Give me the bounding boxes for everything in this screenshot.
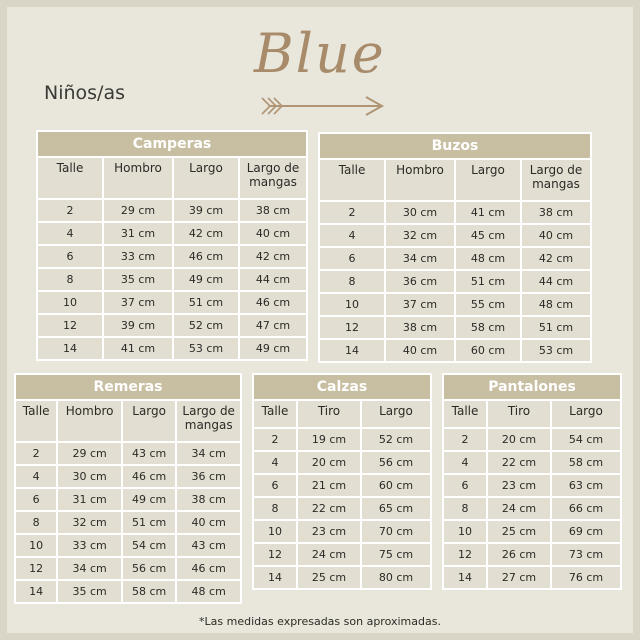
- column-header: Largo: [123, 401, 175, 441]
- table-cell: 2: [444, 429, 486, 450]
- table-cell: 6: [16, 489, 56, 510]
- table-row: [444, 498, 620, 519]
- table-cell: 60 cm: [362, 475, 430, 496]
- table-cell: 46 cm: [177, 558, 240, 579]
- table-cell: 21 cm: [298, 475, 360, 496]
- table-cell: 65 cm: [362, 498, 430, 519]
- table-cell: 46 cm: [174, 246, 238, 267]
- table-row: [254, 521, 430, 542]
- table-cell: 42 cm: [240, 246, 306, 267]
- table-cell: 20 cm: [488, 429, 550, 450]
- table-cell: 36 cm: [386, 271, 454, 292]
- table-row: [38, 338, 306, 359]
- table-cell: 38 cm: [240, 200, 306, 221]
- table-cell: 25 cm: [488, 521, 550, 542]
- column-header: Hombro: [58, 401, 121, 441]
- table-cell: 8: [16, 512, 56, 533]
- table-cell: 53 cm: [522, 340, 590, 361]
- table-row: [320, 271, 590, 292]
- table-cell: 38 cm: [177, 489, 240, 510]
- table-cell: 14: [16, 581, 56, 602]
- table-row: [254, 498, 430, 519]
- column-header: Largo: [362, 401, 430, 427]
- arrow-icon: [258, 94, 388, 118]
- table-cell: 8: [320, 271, 384, 292]
- table-row: [254, 567, 430, 588]
- table-cell: 2: [16, 443, 56, 464]
- table-row: [38, 269, 306, 290]
- table-cell: 12: [38, 315, 102, 336]
- table-cell: 6: [254, 475, 296, 496]
- table-cell: 51 cm: [456, 271, 520, 292]
- table-cell: 80 cm: [362, 567, 430, 588]
- table-cell: 69 cm: [552, 521, 620, 542]
- table-cell: 19 cm: [298, 429, 360, 450]
- table-cell: 8: [254, 498, 296, 519]
- table-cell: 40 cm: [240, 223, 306, 244]
- table-cell: 53 cm: [174, 338, 238, 359]
- table-cell: 75 cm: [362, 544, 430, 565]
- table-row: [16, 558, 240, 579]
- table-cell: 36 cm: [177, 466, 240, 487]
- table-row: [444, 544, 620, 565]
- table-cell: 2: [38, 200, 102, 221]
- table-cell: 39 cm: [174, 200, 238, 221]
- table-cell: 42 cm: [522, 248, 590, 269]
- table-cell: 51 cm: [522, 317, 590, 338]
- table-row: [444, 567, 620, 588]
- table-row: [38, 223, 306, 244]
- table-cell: 52 cm: [362, 429, 430, 450]
- table-row: [320, 248, 590, 269]
- column-header: Largo: [174, 158, 238, 198]
- table-row: [38, 246, 306, 267]
- table-row: [320, 294, 590, 315]
- table-cell: 51 cm: [123, 512, 175, 533]
- table-cell: 34 cm: [177, 443, 240, 464]
- column-header: Talle: [16, 401, 56, 441]
- table-title: Buzos: [320, 134, 590, 158]
- table-cell: 73 cm: [552, 544, 620, 565]
- column-header: Talle: [254, 401, 296, 427]
- table-cell: 58 cm: [123, 581, 175, 602]
- table-cell: 10: [38, 292, 102, 313]
- table-cell: 22 cm: [488, 452, 550, 473]
- table-row: [254, 475, 430, 496]
- table-cell: 6: [444, 475, 486, 496]
- table-cell: 54 cm: [552, 429, 620, 450]
- table-cell: 31 cm: [58, 489, 121, 510]
- table-cell: 4: [444, 452, 486, 473]
- column-header: Largo: [456, 160, 520, 200]
- table-buzos: [318, 132, 592, 363]
- table-cell: 8: [38, 269, 102, 290]
- column-header: Talle: [38, 158, 102, 198]
- table-cell: 26 cm: [488, 544, 550, 565]
- table-row: [16, 443, 240, 464]
- brand-logo: [248, 16, 398, 116]
- column-header: Largo: [552, 401, 620, 427]
- table-row: [254, 452, 430, 473]
- table-title: Pantalones: [444, 375, 620, 399]
- table-cell: 60 cm: [456, 340, 520, 361]
- table-cell: 24 cm: [488, 498, 550, 519]
- table-row: [16, 581, 240, 602]
- table-cell: 20 cm: [298, 452, 360, 473]
- table-cell: 46 cm: [240, 292, 306, 313]
- table-cell: 33 cm: [104, 246, 172, 267]
- table-cell: 42 cm: [174, 223, 238, 244]
- table-cell: 12: [16, 558, 56, 579]
- table-cell: 40 cm: [386, 340, 454, 361]
- table-cell: 6: [320, 248, 384, 269]
- table-cell: 4: [254, 452, 296, 473]
- table-cell: 39 cm: [104, 315, 172, 336]
- table-cell: 49 cm: [123, 489, 175, 510]
- table-cell: 34 cm: [58, 558, 121, 579]
- table-cell: 41 cm: [104, 338, 172, 359]
- table-cell: 14: [444, 567, 486, 588]
- table-camperas: [36, 130, 308, 361]
- table-cell: 31 cm: [104, 223, 172, 244]
- table-row: [254, 429, 430, 450]
- table-cell: 14: [254, 567, 296, 588]
- table-cell: 55 cm: [456, 294, 520, 315]
- table-cell: 35 cm: [58, 581, 121, 602]
- table-cell: 49 cm: [240, 338, 306, 359]
- table-row: [444, 475, 620, 496]
- table-row: [16, 512, 240, 533]
- column-header: Tiro: [298, 401, 360, 427]
- table-cell: 23 cm: [298, 521, 360, 542]
- table-cell: 37 cm: [386, 294, 454, 315]
- table-remeras: [14, 373, 242, 604]
- table-cell: 27 cm: [488, 567, 550, 588]
- table-cell: 54 cm: [123, 535, 175, 556]
- table-cell: 48 cm: [177, 581, 240, 602]
- table-row: [320, 202, 590, 223]
- table-row: [16, 535, 240, 556]
- column-header: Talle: [444, 401, 486, 427]
- table-cell: 48 cm: [522, 294, 590, 315]
- table-cell: 2: [254, 429, 296, 450]
- table-cell: 30 cm: [386, 202, 454, 223]
- table-row: [38, 315, 306, 336]
- table-cell: 38 cm: [522, 202, 590, 223]
- table-cell: 44 cm: [522, 271, 590, 292]
- table-cell: 25 cm: [298, 567, 360, 588]
- table-cell: 10: [16, 535, 56, 556]
- table-cell: 34 cm: [386, 248, 454, 269]
- column-header: Largo de mangas: [522, 160, 590, 200]
- table-cell: 22 cm: [298, 498, 360, 519]
- table-cell: 52 cm: [174, 315, 238, 336]
- table-cell: 66 cm: [552, 498, 620, 519]
- table-row: [320, 225, 590, 246]
- table-cell: 43 cm: [177, 535, 240, 556]
- table-cell: 70 cm: [362, 521, 430, 542]
- table-cell: 46 cm: [123, 466, 175, 487]
- table-cell: 10: [444, 521, 486, 542]
- table-cell: 32 cm: [386, 225, 454, 246]
- table-cell: 33 cm: [58, 535, 121, 556]
- table-cell: 6: [38, 246, 102, 267]
- table-row: [444, 429, 620, 450]
- table-cell: 63 cm: [552, 475, 620, 496]
- brand-name: Blue: [254, 22, 386, 85]
- page-subtitle: Niños/as: [44, 82, 126, 104]
- table-cell: 4: [320, 225, 384, 246]
- table-cell: 32 cm: [58, 512, 121, 533]
- table-row: [320, 317, 590, 338]
- table-cell: 30 cm: [58, 466, 121, 487]
- table-cell: 29 cm: [104, 200, 172, 221]
- table-cell: 38 cm: [386, 317, 454, 338]
- table-cell: 43 cm: [123, 443, 175, 464]
- table-cell: 76 cm: [552, 567, 620, 588]
- table-cell: 58 cm: [552, 452, 620, 473]
- table-cell: 29 cm: [58, 443, 121, 464]
- table-cell: 23 cm: [488, 475, 550, 496]
- column-header: Hombro: [104, 158, 172, 198]
- column-header: Talle: [320, 160, 384, 200]
- table-cell: 4: [16, 466, 56, 487]
- table-cell: 45 cm: [456, 225, 520, 246]
- table-cell: 8: [444, 498, 486, 519]
- column-header: Largo de mangas: [240, 158, 306, 198]
- table-cell: 12: [254, 544, 296, 565]
- table-row: [444, 452, 620, 473]
- table-row: [38, 292, 306, 313]
- table-title: Camperas: [38, 132, 306, 156]
- footnote: *Las medidas expresadas son aproximadas.: [199, 615, 441, 628]
- column-header: Largo de mangas: [177, 401, 240, 441]
- table-cell: 35 cm: [104, 269, 172, 290]
- table-cell: 40 cm: [177, 512, 240, 533]
- table-row: [16, 489, 240, 510]
- table-cell: 14: [38, 338, 102, 359]
- table-calzas: [252, 373, 432, 590]
- table-title: Remeras: [16, 375, 240, 399]
- table-row: [16, 466, 240, 487]
- table-cell: 24 cm: [298, 544, 360, 565]
- table-cell: 2: [320, 202, 384, 223]
- table-cell: 4: [38, 223, 102, 244]
- column-header: Tiro: [488, 401, 550, 427]
- table-row: [254, 544, 430, 565]
- table-cell: 51 cm: [174, 292, 238, 313]
- table-cell: 12: [320, 317, 384, 338]
- table-cell: 48 cm: [456, 248, 520, 269]
- column-header: Hombro: [386, 160, 454, 200]
- table-cell: 49 cm: [174, 269, 238, 290]
- table-cell: 56 cm: [362, 452, 430, 473]
- table-row: [444, 521, 620, 542]
- table-cell: 44 cm: [240, 269, 306, 290]
- table-cell: 56 cm: [123, 558, 175, 579]
- table-cell: 40 cm: [522, 225, 590, 246]
- table-pantalones: [442, 373, 622, 590]
- table-cell: 10: [254, 521, 296, 542]
- table-cell: 10: [320, 294, 384, 315]
- table-cell: 37 cm: [104, 292, 172, 313]
- table-cell: 41 cm: [456, 202, 520, 223]
- table-row: [320, 340, 590, 361]
- table-row: [38, 200, 306, 221]
- table-cell: 58 cm: [456, 317, 520, 338]
- table-cell: 47 cm: [240, 315, 306, 336]
- table-cell: 14: [320, 340, 384, 361]
- table-title: Calzas: [254, 375, 430, 399]
- table-cell: 12: [444, 544, 486, 565]
